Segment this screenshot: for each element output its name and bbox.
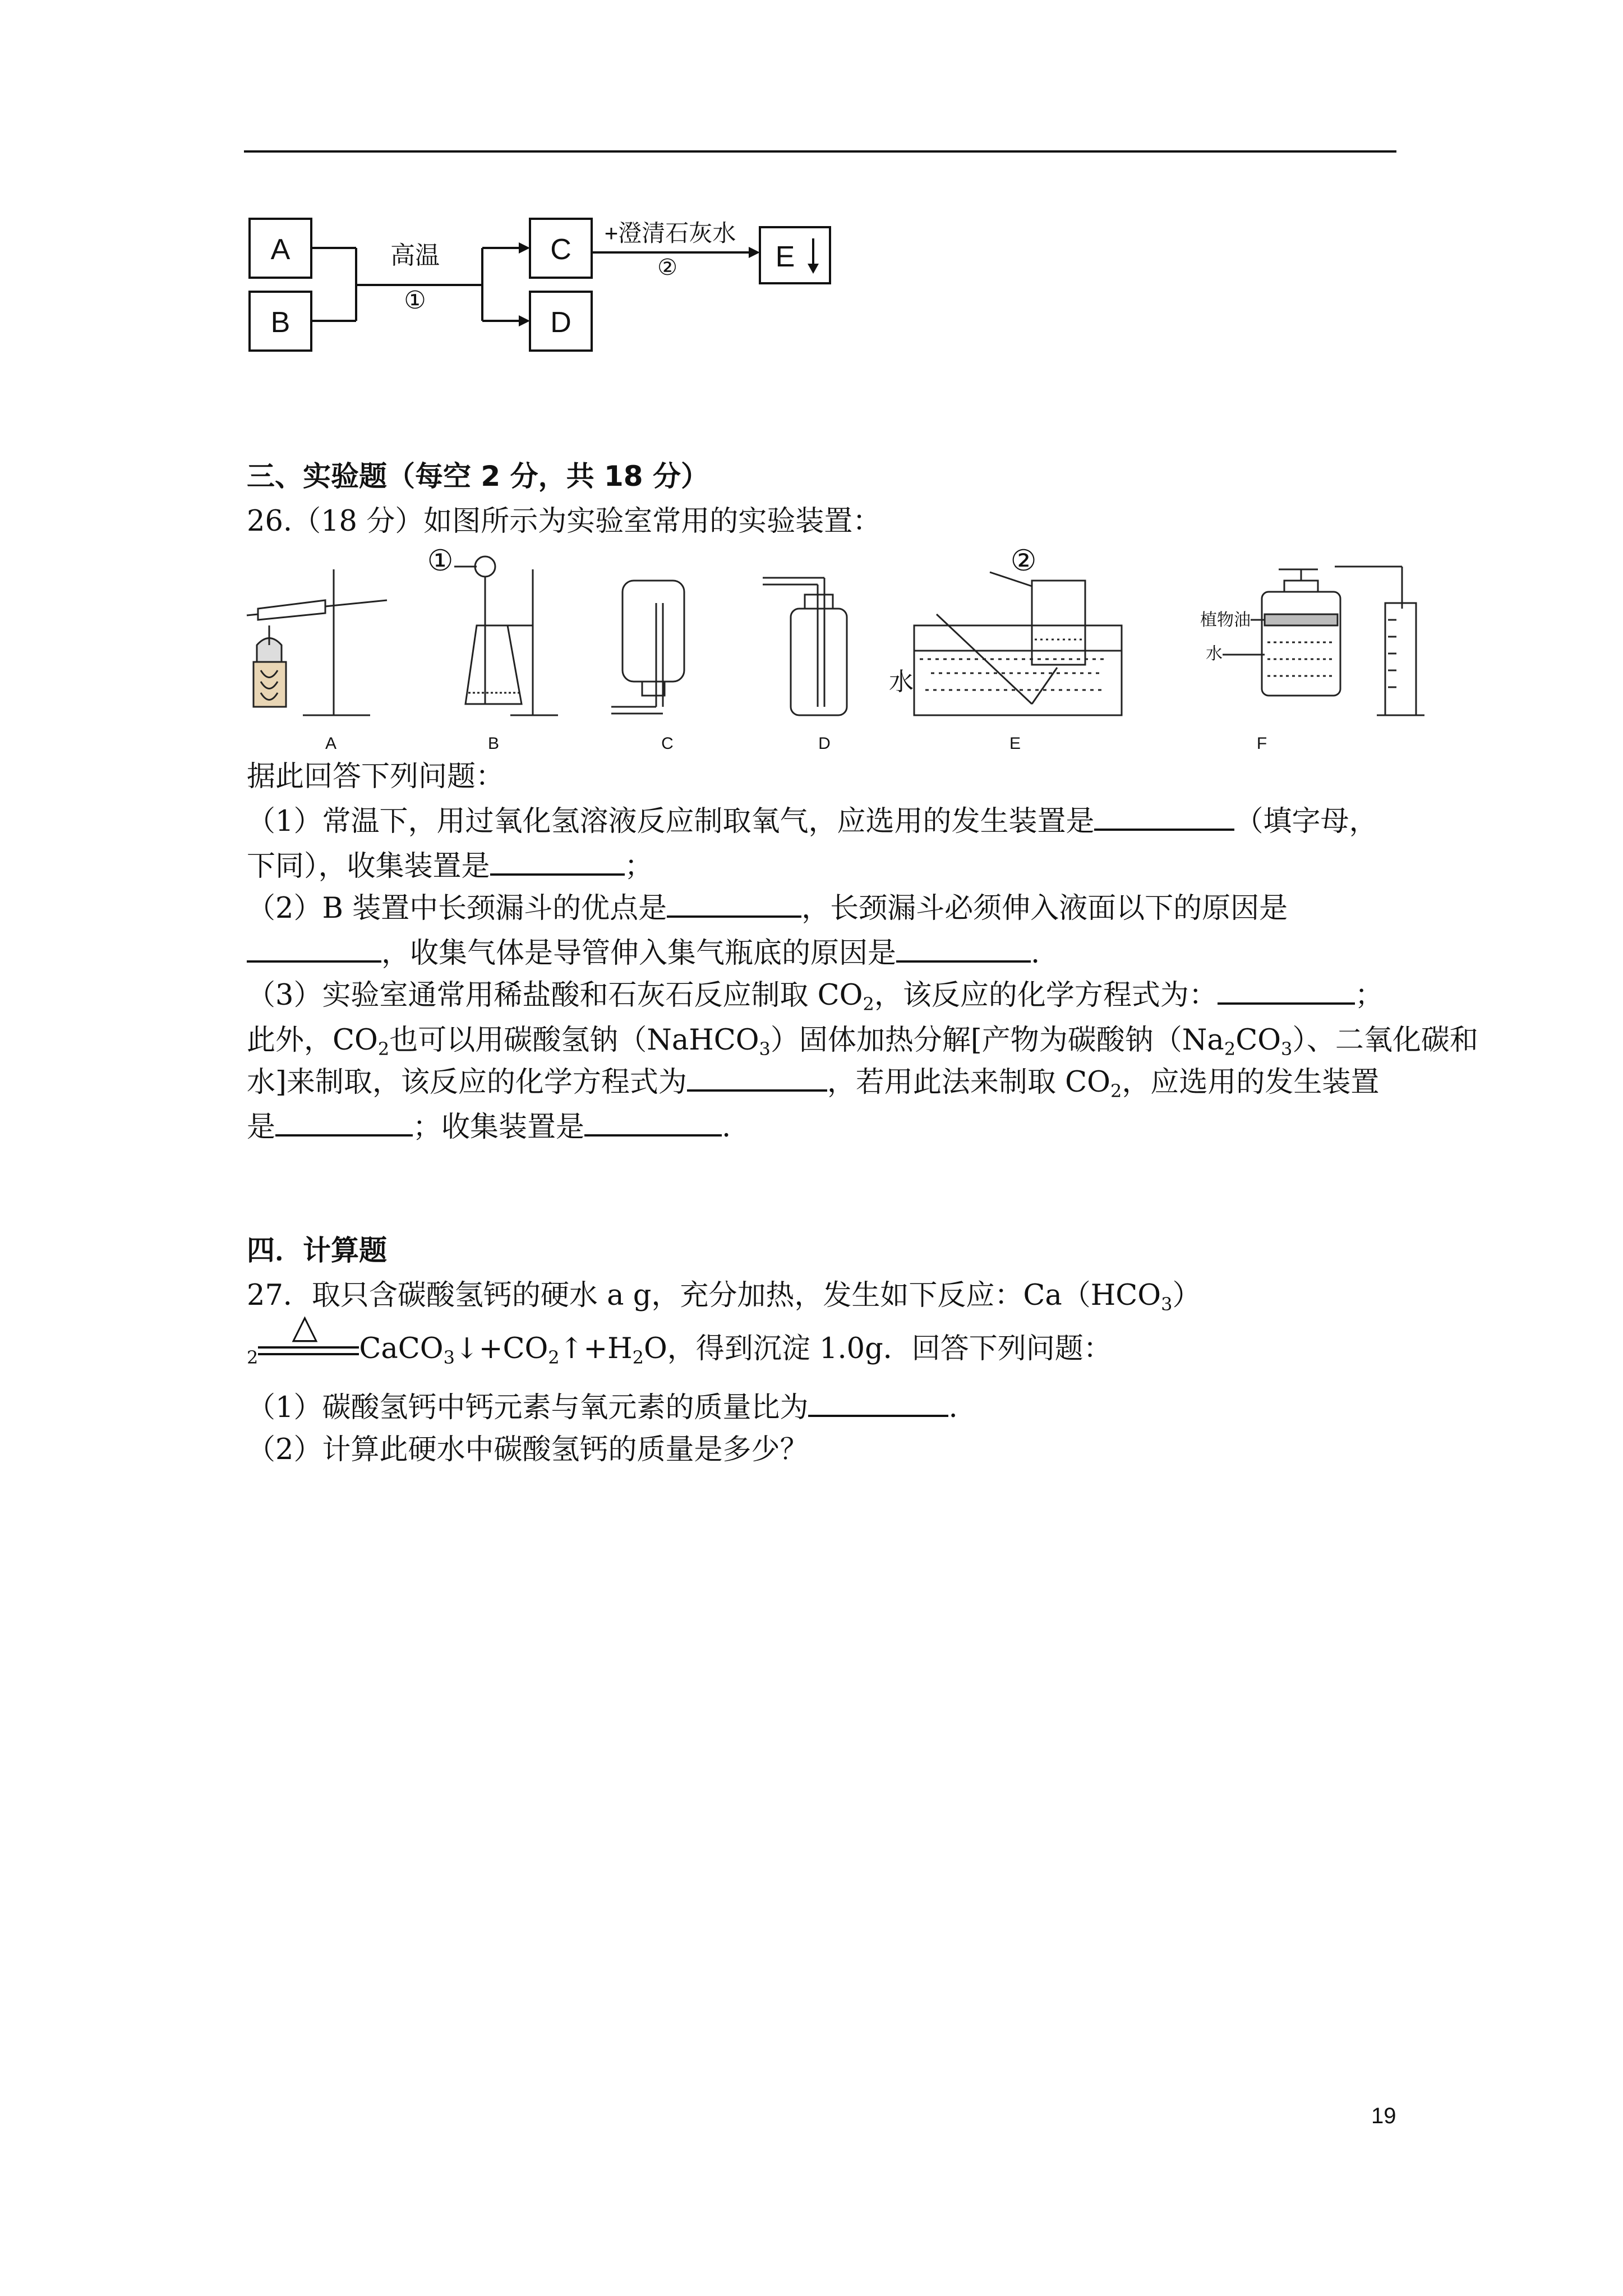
answer-blank[interactable] [667,886,801,918]
apparatus-label-a: A [325,734,337,753]
heat-equals-sign [258,1307,359,1362]
apparatus-label-d: D [818,734,831,753]
answer-blank[interactable] [808,1386,948,1417]
step2-condition: +澄清石灰水 [604,220,736,246]
step2-number: ② [657,255,677,280]
box-e [760,227,830,283]
apparatus-e [914,581,1122,715]
marker-2: ② [1010,547,1037,577]
delta-symbol: △ [292,1307,318,1346]
box-e-label: E [775,241,795,273]
q26-part1-line2: 下同），收集装置是 ； [247,844,653,889]
box-a-label: A [270,233,291,266]
intro-text: 据此回答下列问题： [247,760,505,793]
water-label-f: 水 [1206,645,1223,663]
answer-blank[interactable] [1218,973,1355,1005]
box-b-label: B [270,306,291,339]
apparatus-d [763,578,847,715]
apparatus-b [465,556,558,715]
apparatus-figure [241,547,1430,757]
apparatus-c [611,581,684,714]
section4-heading: 四．计算题 [247,1234,387,1267]
answer-blank[interactable] [275,1105,413,1137]
header-rule [244,150,1396,153]
page-number: 19 [1371,2104,1396,2128]
q26-part1-line1: （1）常温下，用过氧化氢溶液反应制取氧气，应选用的发生装置是 （填字母， [247,799,1377,844]
answer-blank[interactable] [896,931,1031,963]
q27-part2: （2）计算此硬水中碳酸氢钙的质量是多少？ [247,1433,809,1466]
step1-condition: 高温 [390,242,440,269]
down-arrow-icon [808,264,819,274]
marker-1: ① [427,547,454,577]
q27-stem: 27．取只含碳酸氢钙的硬水 a g，充分加热，发生如下反应：$Ca(HCO_3)$ [247,1279,1201,1315]
apparatus-f [1262,567,1424,715]
section3-heading: 三、实验题（每空 2 分，共 18 分） [247,460,709,493]
box-d-label: D [550,306,571,339]
q26-stem: 26.（18 分）如图所示为实验室常用的实验装置： [247,505,882,538]
apparatus-label-e: E [1009,734,1021,753]
q26-part3-line1: （3）实验室通常用稀盐酸和石灰石反应制取 $CO_2$，该反应的化学方程式为： ； [247,973,1384,1018]
q27-part1: （1）碳酸氢钙中钙元素与氧元素的质量比为 . [247,1386,958,1430]
q26-part3-line2: 此外，$CO_2$也可以用碳酸氢钠（NaHCO$_3$）固体加热分解[产物为碳酸钠$(Na_2CO_3)$、二氧化碳和 [247,1024,1478,1060]
answer-blank[interactable] [247,931,381,963]
reaction-flow-diagram [247,213,852,359]
q26-part2-line2: ，收集气体是导管伸入集气瓶底的原因是 . [247,931,1040,976]
q27-equation: $_2$ △ $CaCO_3↓+CO_2↑+H_2O$，得到沉淀 1.0g．回答下列问题： [247,1327,1112,1371]
water-label-e: 水 [889,668,914,696]
apparatus-label-f: F [1256,734,1267,753]
box-c-label: C [550,233,571,266]
oil-label: 植物油 [1200,611,1251,629]
q26-part3-line3: 水]来制取，该反应的化学方程式为 ，若用此法来制取 $CO_2$，应选用的发生装置 [247,1060,1379,1105]
apparatus-label-c: C [661,734,674,753]
answer-blank[interactable] [584,1105,722,1137]
answer-blank[interactable] [1094,799,1234,831]
answer-blank[interactable] [490,844,625,876]
apparatus-label-b: B [487,734,500,753]
apparatus-a [247,569,387,715]
q26-part2-line1: （2）B 装置中长颈漏斗的优点是 ，长颈漏斗必须伸入液面以下的原因是 [247,886,1288,931]
step1-number: ① [404,287,426,314]
answer-blank[interactable] [687,1060,827,1092]
q26-part3-line4: 是 ；收集装置是 . [247,1105,731,1149]
